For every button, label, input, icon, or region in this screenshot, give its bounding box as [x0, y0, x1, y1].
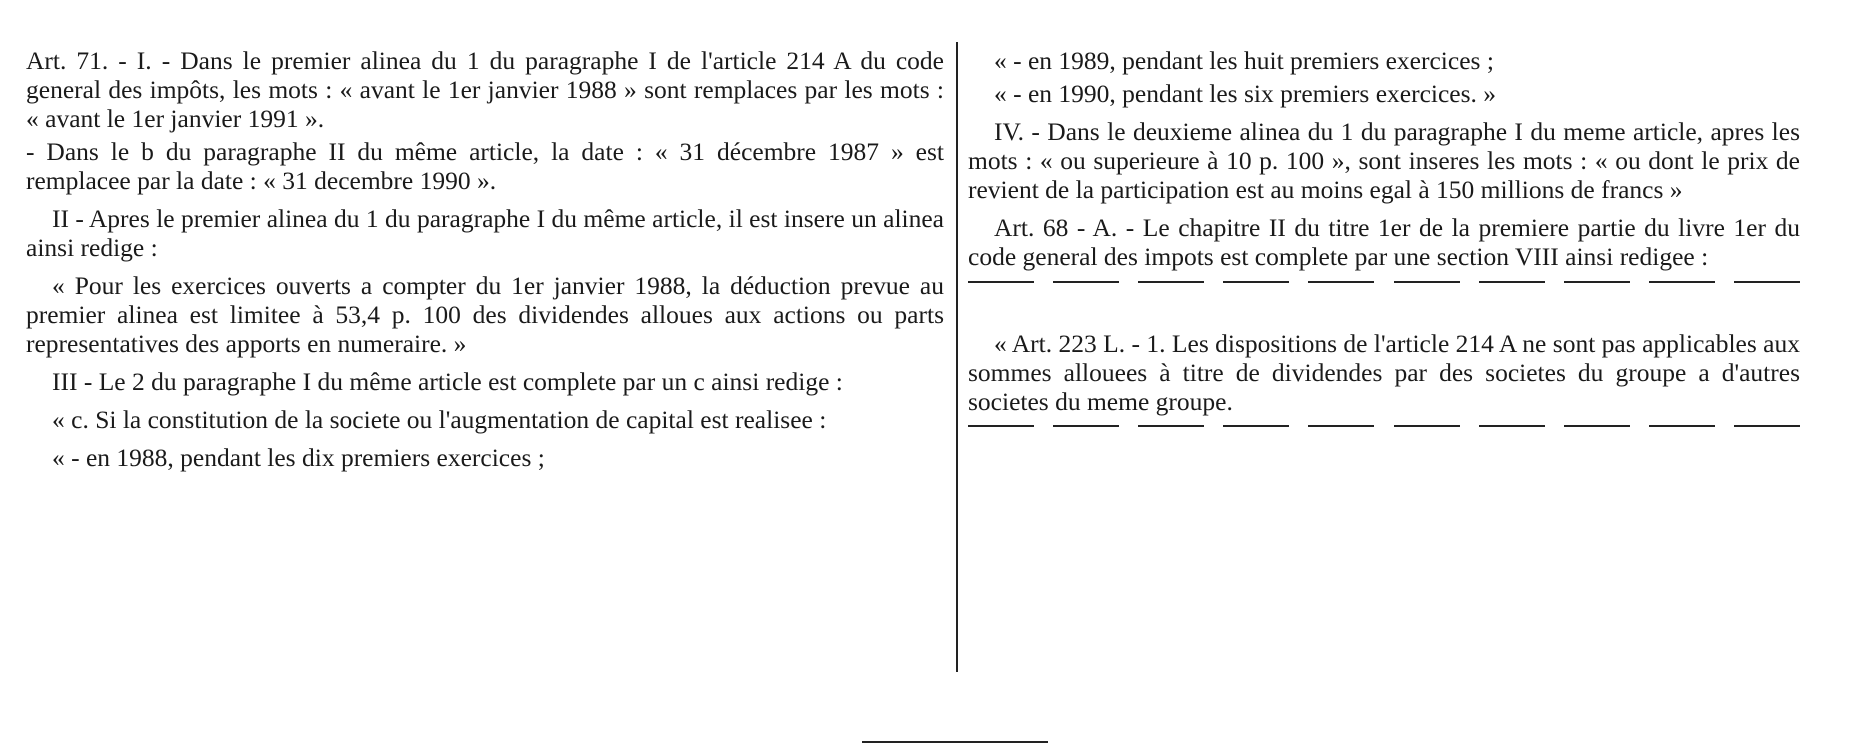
article-223-l-text: « Art. 223 L. - 1. Les dispositions de l'article 214 A ne sont pas applicables aux sommes allouees à titre de dividendes par des societes du groupe a d'autres societes du meme groupe. — [968, 329, 1800, 416]
article-71-item-1990: « - en 1990, pendant les six premiers exercices. » — [994, 79, 1497, 108]
right-column — [968, 46, 1800, 473]
article-71-paragraph-ii: II - Apres le premier alinea du 1 du paragraphe I du même article, il est insere un alinea ainsi redige : — [26, 204, 944, 262]
dashed-separator-top — [968, 281, 1800, 283]
article-71-item-1989: « - en 1989, pendant les huit premiers exercices ; — [994, 46, 1494, 75]
article-68-heading: Art. 68 - A. - Le chapitre II du titre 1er de la premiere partie du livre 1er du code general des impots est complete par une section VIII ainsi redigee : — [968, 213, 1800, 271]
article-71-item-1988: « - en 1988, pendant les dix premiers exercices ; — [52, 443, 545, 472]
left-column — [26, 46, 944, 481]
article-71-paragraph-iv: IV. - Dans le deuxieme alinea du 1 du paragraphe I du meme article, apres les mots : « ou superieure à 10 p. 100 », sont inseres les mots : « ou dont le prix de revient de la participation est au moins egal à 150 millions de francs » — [968, 117, 1800, 204]
dashed-separator-bottom — [968, 425, 1800, 427]
article-71-paragraph-i-date: - Dans le b du paragraphe II du même article, la date : « 31 décembre 1987 » est remplacee par la date : « 31 decembre 1990 ». — [26, 137, 944, 195]
article-71-paragraph-ii-quote: « Pour les exercices ouverts a compter du 1er janvier 1988, la déduction prevue au premier alinea est limitee à 53,4 p. 100 des dividendes alloues aux actions ou parts representatives des apports en numeraire. » — [26, 271, 944, 358]
bottom-rule — [862, 741, 1048, 743]
article-71-paragraph-iii-c: « c. Si la constitution de la societe ou l'augmentation de capital est realisee : — [52, 405, 827, 434]
article-71-paragraph-i: Art. 71. - I. - Dans le premier alinea du 1 du paragraphe I de l'article 214 A du code general des impôts, les mots : « avant le 1er janvier 1988 » sont remplaces par les mots : « avant le 1er janvier 1991 ». — [26, 46, 944, 133]
article-71-paragraph-iii: III - Le 2 du paragraphe I du même article est complete par un c ainsi redige : — [52, 367, 843, 396]
column-divider — [956, 42, 958, 672]
